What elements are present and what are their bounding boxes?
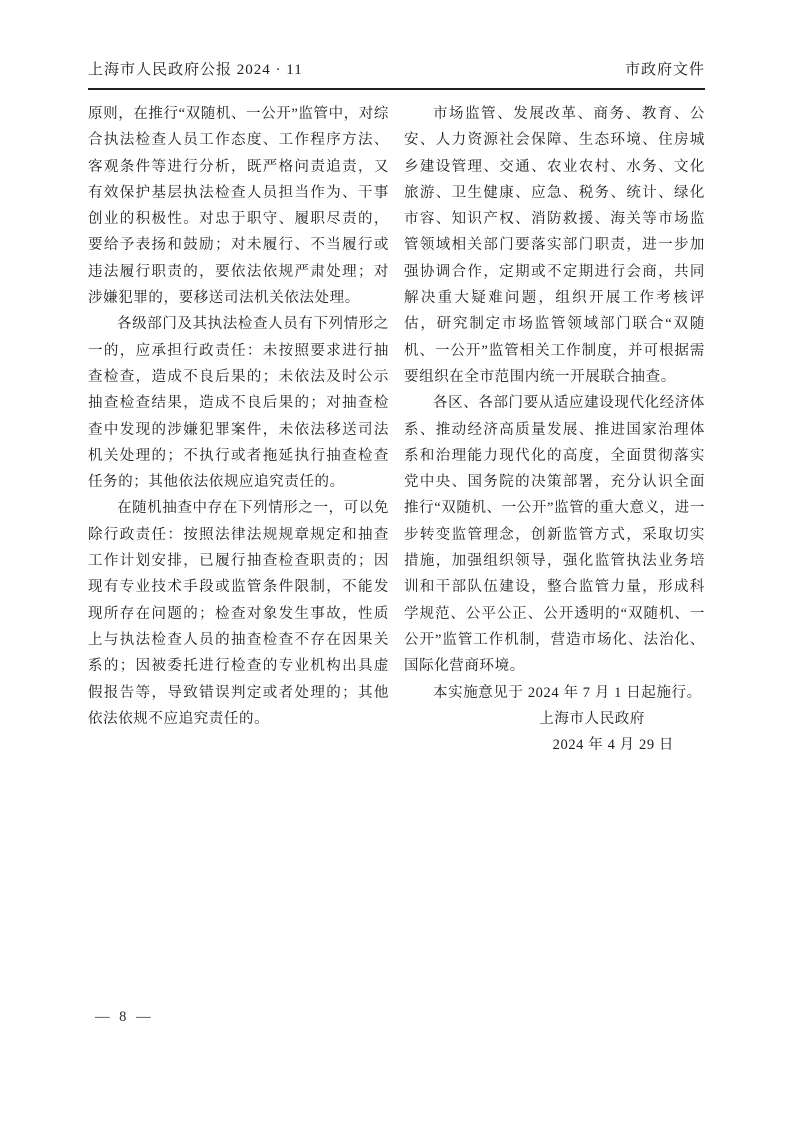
signature-date: 2024 年 4 月 29 日 bbox=[552, 737, 674, 754]
paragraph-effective-date: 本实施意见于 2024 年 7 月 1 日起施行。 bbox=[433, 684, 702, 701]
document-body bbox=[88, 101, 705, 758]
right-column bbox=[404, 101, 705, 758]
paragraph: 各级部门及其执法检查人员有下列情形之一的，应承担行政责任：未按照要求进行抽查检查，造成不良后果的；未依法及时公示抽查检查结果，造成不良后果的；对抽查检查中发现的涉嫌犯罪案件，未依法移送司法机关处理的；不执行或者拖延执行抽查检查任务的；其他依法依规应追究责任的。 bbox=[88, 316, 389, 491]
header-gazette-title: 上海市人民政府公报 2024 · 11 bbox=[88, 62, 303, 78]
header-section-label: 市政府文件 bbox=[624, 62, 705, 78]
paragraph: 在随机抽查中存在下列情形之一，可以免除行政责任：按照法律法规规章规定和抽查工作计划安排，已履行抽查检查职责的；因现有专业技术手段或监管条件限制，不能发现所存在问题的；检查对象发生事故，性质上与执法检查人员的抽查检查不存在因果关系的；因被委托进行检查的专业机构出具虚假报告等，导致错误判定或者处理的；其他依法依规不应追究责任的。 bbox=[88, 500, 389, 727]
left-column bbox=[88, 101, 389, 758]
paragraph: 各区、各部门要从适应建设现代化经济体系、推动经济高质量发展、推进国家治理体系和治理能力现代化的高度，全面贯彻落实党中央、国务院的决策部署，充分认识全面推行“双随机、一公开”监管的重大意义，进一步转变监管理念，创新监管方式，采取切实措施，加强组织领导，强化监管执法业务培训和干部队伍建设，整合监管力量，形成科学规范、公平公正、公开透明的“双随机、一公开”监管工作机制，营造市场化、法治化、国际化营商环境。 bbox=[404, 395, 705, 675]
page-number: — 8 — bbox=[95, 1009, 154, 1025]
paragraph: 市场监管、发展改革、商务、教育、公安、人力资源社会保障、生态环境、住房城乡建设管理、交通、农业农村、水务、文化旅游、卫生健康、应急、税务、统计、绿化市容、知识产权、消防救援、海关等市场监管领域相关部门要落实部门职责，进一步加强协调合作，定期或不定期进行会商，共同解决重大疑难问题，组织开展工作考核评估，研究制定市场监管领域部门联合“双随机、一公开”监管相关工作制度，并可根据需要组织在全市范围内统一开展联合抽查。 bbox=[404, 106, 705, 385]
paragraph-continuation: 原则，在推行“双随机、一公开”监管中，对综合执法检查人员工作态度、工作程序方法、客观条件等进行分析，既严格问责追责，又有效保护基层执法检查人员担当作为、干事创业的积极性。对忠于职守、履职尽责的，要给予表扬和鼓励；对未履行、不当履行或违法履行职责的，要依法依规严肃处理；对涉嫌犯罪的，要移送司法机关依法处理。 bbox=[88, 106, 389, 307]
page-header bbox=[88, 58, 705, 90]
signature-issuer: 上海市人民政府 bbox=[539, 710, 645, 727]
